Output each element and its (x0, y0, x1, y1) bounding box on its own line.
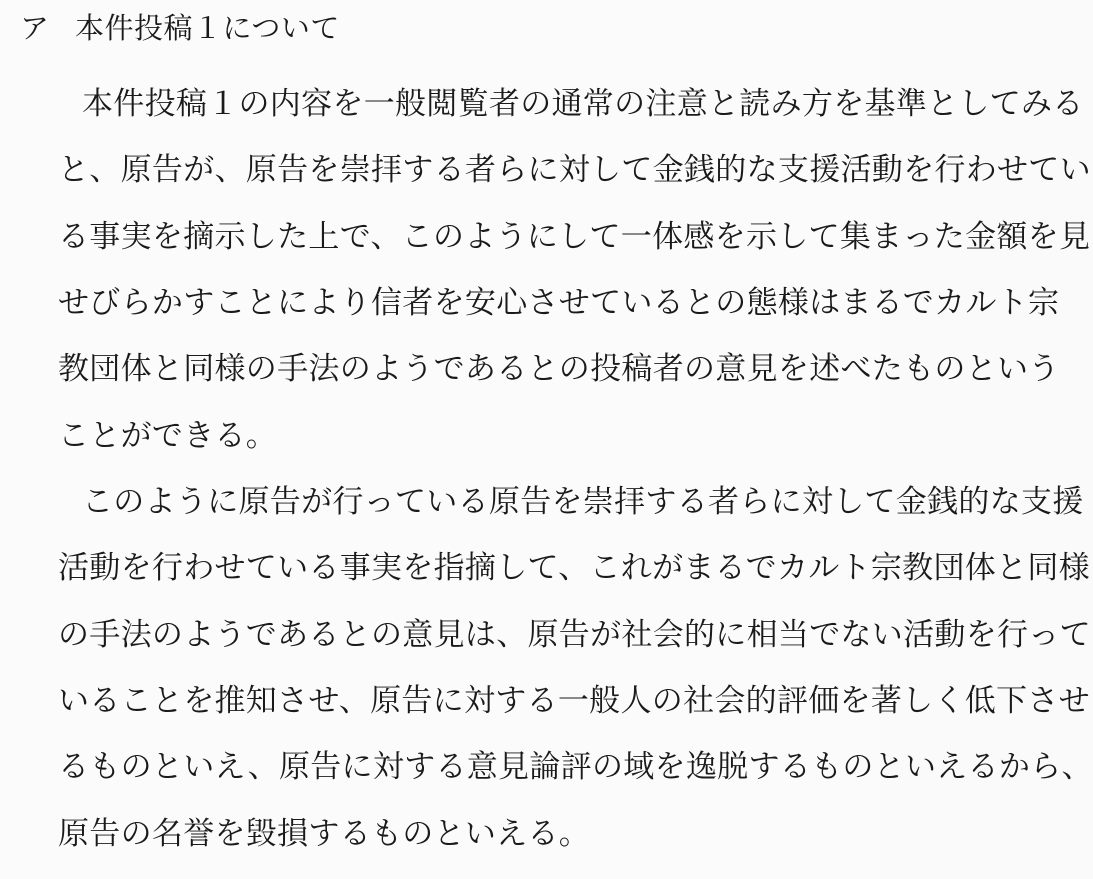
paragraph-2-line-6: 原告の名誉を毀損するものといえる。 (58, 816, 591, 852)
paragraph-1-line-5: 教団体と同様の手法のようであるとの投稿者の意見を述べたものという (58, 351, 1060, 387)
paragraph-2-line-2: 活動を行わせている事実を指摘して、これがまるでカルト宗教団体と同様 (58, 550, 1090, 586)
section-heading (20, 10, 340, 46)
paragraph-1-line-4: せびらかすことにより信者を安心させているとの態様はまるでカルト宗 (58, 285, 1060, 321)
section-marker: ア (20, 11, 50, 45)
paragraph-1-line-1: 本件投稿１の内容を一般閲覧者の通常の注意と読み方を基準としてみる (82, 86, 1084, 122)
section-title: 本件投稿１について (75, 11, 340, 45)
paragraph-2-line-4: いることを推知させ、原告に対する一般人の社会的評価を著しく低下させ (58, 683, 1090, 719)
paragraph-2-line-1: このように原告が行っている原告を崇拝する者らに対して金銭的な支援 (82, 484, 1084, 520)
paragraph-2-line-5: るものといえ、原告に対する意見論評の域を逸脱するものといえるから、 (58, 749, 1093, 785)
paragraph-1-line-6: ことができる。 (58, 418, 278, 454)
paragraph-2-line-3: の手法のようであるとの意見は、原告が社会的に相当でない活動を行って (58, 617, 1091, 653)
paragraph-1-line-3: る事実を摘示した上で、このようにして一体感を示して集まった金額を見 (58, 219, 1091, 255)
paragraph-1-line-2: と、原告が、原告を崇拝する者らに対して金銭的な支援活動を行わせてい (58, 152, 1091, 188)
